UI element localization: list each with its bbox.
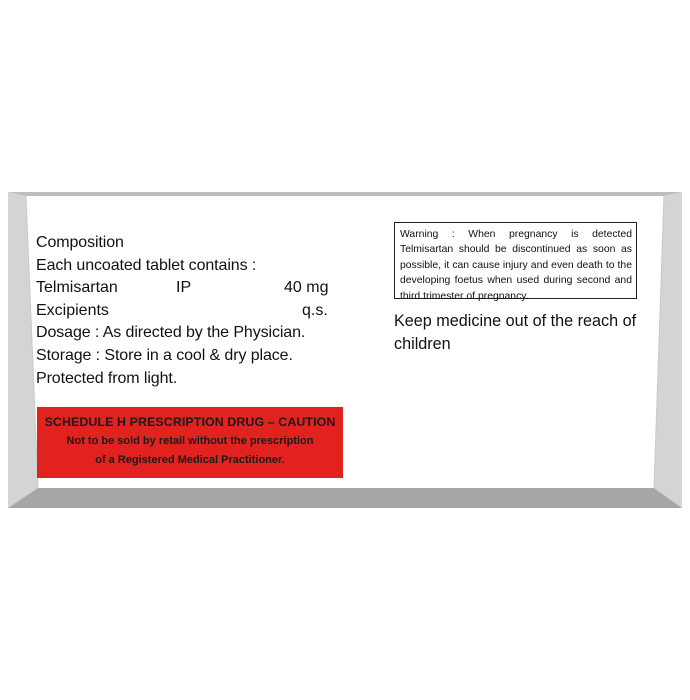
dosage-text: Dosage : As directed by the Physician. — [36, 324, 306, 342]
ingredient-standard: IP — [176, 279, 192, 297]
ingredient-name: Excipients — [36, 301, 109, 319]
ingredient-row — [36, 277, 356, 300]
ingredient-name: Telmisartan — [36, 279, 118, 297]
pregnancy-warning-box — [394, 222, 637, 302]
composition-intro: Each uncoated tablet contains : — [36, 256, 257, 274]
schedule-line-1: Not to be sold by retail without the prescription — [66, 435, 314, 447]
storage-text: Storage : Store in a cool & dry place. — [36, 346, 293, 364]
warning-text: Warning : When pregnancy is detected Telmisartan should be discontinued as soon as possible, it can cause injury and even death to the developing foetus when used during second and third trimester of pregnancy. — [400, 229, 632, 302]
schedule-heading: SCHEDULE H PRESCRIPTION DRUG – CAUTION — [44, 415, 336, 429]
light-protection-text: Protected from light. — [36, 369, 178, 387]
composition-title: Composition — [36, 234, 124, 251]
schedule-h-caution-box — [37, 407, 343, 478]
keep-out-of-reach-text: Keep medicine out of the reach of children — [394, 312, 637, 353]
schedule-line-2: of a Registered Medical Practitioner. — [95, 454, 285, 466]
ingredient-row — [36, 300, 356, 323]
ingredient-amount: 40 mg — [284, 279, 329, 297]
composition-block — [36, 232, 356, 390]
ingredient-amount: q.s. — [302, 301, 328, 319]
